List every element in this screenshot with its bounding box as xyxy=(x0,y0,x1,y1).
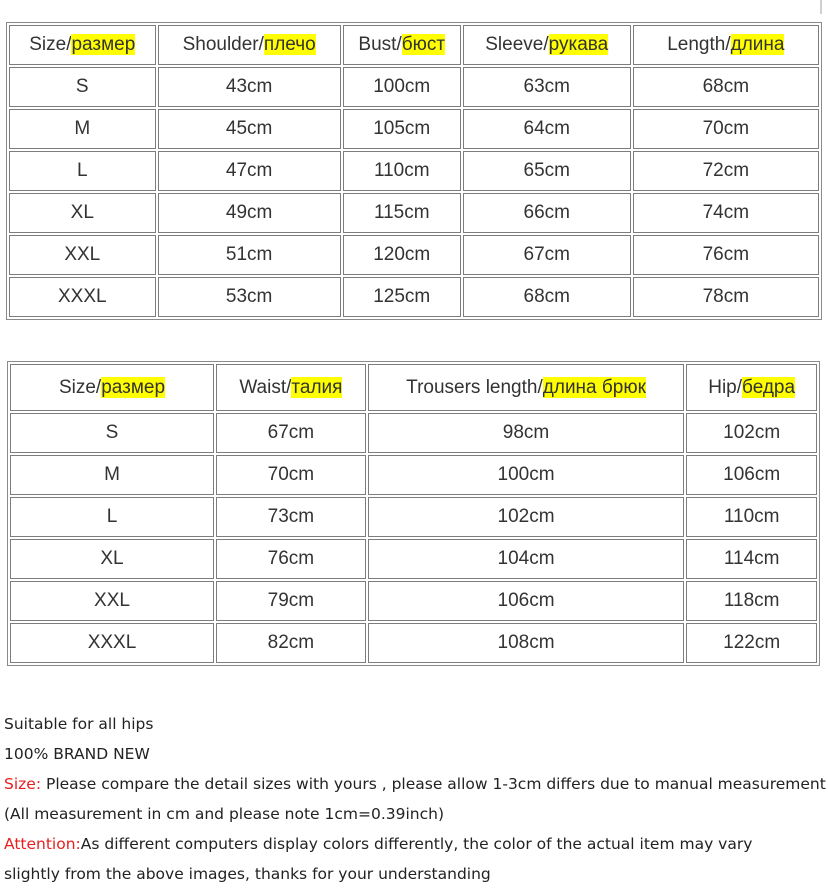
table-row xyxy=(9,109,819,149)
cell-shoulder: 51cm xyxy=(158,235,341,275)
cell-bust: 105cm xyxy=(343,109,461,149)
note-measurement-unit: (All measurement in cm and please note 1cm=0.39inch) xyxy=(4,805,445,823)
cell-trousers-length: 102cm xyxy=(368,497,685,537)
table-row xyxy=(10,413,817,453)
size-label: Size: xyxy=(4,775,42,793)
header-waist: Waist/талия xyxy=(216,364,366,411)
table-row xyxy=(9,235,819,275)
cell-hip: 114cm xyxy=(686,539,817,579)
cell-length: 78cm xyxy=(633,277,819,317)
cell-length: 76cm xyxy=(633,235,819,275)
cell-hip: 118cm xyxy=(686,581,817,621)
header-bust: Bust/бюст xyxy=(343,25,461,65)
cell-trousers-length: 104cm xyxy=(368,539,685,579)
cell-waist: 70cm xyxy=(216,455,366,495)
table-row xyxy=(10,623,817,663)
cell-trousers-length: 98cm xyxy=(368,413,685,453)
cell-bust: 115cm xyxy=(343,193,461,233)
header-hip: Hip/бедра xyxy=(686,364,817,411)
table-header-row xyxy=(10,364,817,411)
product-notes xyxy=(4,709,826,889)
table-row xyxy=(10,497,817,537)
cell-shoulder: 45cm xyxy=(158,109,341,149)
cell-size: S xyxy=(10,413,214,453)
cell-waist: 67cm xyxy=(216,413,366,453)
cell-waist: 76cm xyxy=(216,539,366,579)
header-trousers-length: Trousers length/длина брюк xyxy=(368,364,685,411)
note-size xyxy=(4,769,826,799)
table-row xyxy=(9,193,819,233)
header-shoulder: Shoulder/плечо xyxy=(158,25,341,65)
edge-mark xyxy=(820,0,822,14)
cell-size: L xyxy=(9,151,156,191)
cell-shoulder: 47cm xyxy=(158,151,341,191)
cell-bust: 110cm xyxy=(343,151,461,191)
table-row xyxy=(9,151,819,191)
top-size-table xyxy=(6,22,822,320)
cell-bust: 100cm xyxy=(343,67,461,107)
cell-shoulder: 43cm xyxy=(158,67,341,107)
attention-label: Attention: xyxy=(4,835,81,853)
cell-bust: 120cm xyxy=(343,235,461,275)
cell-length: 72cm xyxy=(633,151,819,191)
cell-sleeve: 63cm xyxy=(463,67,631,107)
cell-waist: 79cm xyxy=(216,581,366,621)
table-header-row xyxy=(9,25,819,65)
bottom-size-table xyxy=(7,361,820,666)
cell-length: 74cm xyxy=(633,193,819,233)
cell-shoulder: 49cm xyxy=(158,193,341,233)
cell-sleeve: 65cm xyxy=(463,151,631,191)
cell-sleeve: 64cm xyxy=(463,109,631,149)
cell-size: L xyxy=(10,497,214,537)
size-text: Please compare the detail sizes with yours , please allow 1-3cm differs due to manual measurement xyxy=(41,775,826,793)
header-length: Length/длина xyxy=(633,25,819,65)
cell-size: XL xyxy=(10,539,214,579)
cell-waist: 82cm xyxy=(216,623,366,663)
cell-length: 68cm xyxy=(633,67,819,107)
table-row xyxy=(10,581,817,621)
cell-shoulder: 53cm xyxy=(158,277,341,317)
table-row xyxy=(10,455,817,495)
cell-trousers-length: 100cm xyxy=(368,455,685,495)
table-row xyxy=(9,277,819,317)
cell-size: XL xyxy=(9,193,156,233)
header-sleeve: Sleeve/рукава xyxy=(463,25,631,65)
cell-sleeve: 67cm xyxy=(463,235,631,275)
note-attention xyxy=(4,829,826,859)
table-row xyxy=(10,539,817,579)
cell-size: S xyxy=(9,67,156,107)
cell-sleeve: 66cm xyxy=(463,193,631,233)
cell-sleeve: 68cm xyxy=(463,277,631,317)
table-row xyxy=(9,67,819,107)
cell-length: 70cm xyxy=(633,109,819,149)
cell-hip: 110cm xyxy=(686,497,817,537)
cell-size: M xyxy=(9,109,156,149)
cell-bust: 125cm xyxy=(343,277,461,317)
cell-size: XXL xyxy=(9,235,156,275)
cell-hip: 106cm xyxy=(686,455,817,495)
cell-size: XXL xyxy=(10,581,214,621)
note-attention-cont: slightly from the above images, thanks for your understanding xyxy=(4,865,491,883)
attention-text: As different computers display colors differently, the color of the actual item may vary xyxy=(80,835,753,853)
cell-hip: 102cm xyxy=(686,413,817,453)
cell-size: XXXL xyxy=(10,623,214,663)
note-suitable: Suitable for all hips xyxy=(4,715,154,733)
cell-waist: 73cm xyxy=(216,497,366,537)
cell-trousers-length: 108cm xyxy=(368,623,685,663)
header-size: Size/размер xyxy=(9,25,156,65)
cell-size: XXXL xyxy=(9,277,156,317)
note-brand-new: 100% BRAND NEW xyxy=(4,745,150,763)
cell-hip: 122cm xyxy=(686,623,817,663)
cell-trousers-length: 106cm xyxy=(368,581,685,621)
header-size: Size/размер xyxy=(10,364,214,411)
cell-size: M xyxy=(10,455,214,495)
